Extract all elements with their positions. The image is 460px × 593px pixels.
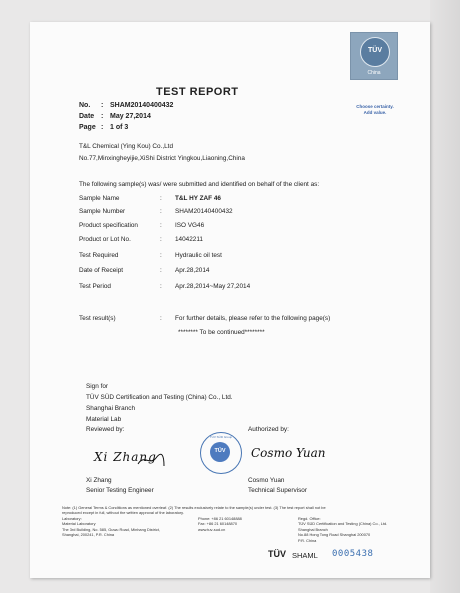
footer-laboratory: Laboratory: Material Laboratory The 3rd Building, No. 585, Guwu Road, Minhang District, Shanghai, 200241, P.R. China <box>62 516 160 538</box>
client-address: No.77,Minxingheyijie,XiShi District Yingkou,Liaoning,China <box>79 155 245 162</box>
field-label: Sample Name <box>79 195 120 202</box>
page-shadow <box>430 0 460 593</box>
results-value: For further details, please refer to the following page(s) <box>175 315 331 322</box>
reviewer-name: Xi Zhang <box>86 477 112 484</box>
logo-slogan: Choose certainty. Add value. <box>356 104 394 115</box>
client-name: T&L Chemical (Ying Kou) Co.,Ltd <box>79 143 174 150</box>
authorized-by-label: Authorized by: <box>248 426 289 433</box>
field-colon: : <box>160 208 162 215</box>
report-page-colon: : <box>101 124 104 131</box>
tuv-logo <box>350 32 398 80</box>
footer-note-1: Note: (1) General Terms & Conditions as mentioned overleaf. (2) The results exclusively relate to the sample(s) under test. (3) The test report shall not be <box>62 505 326 510</box>
field-value: ISO VG46 <box>175 222 205 229</box>
tuv-octagon-icon: TÜV <box>360 37 390 67</box>
footer-contact: Phone: +86 21 60148888 Fax: +86 21 60148870 www.tuv-sud.cn <box>198 516 242 532</box>
field-value: SHAM20140400432 <box>175 208 233 215</box>
results-colon: : <box>160 315 162 322</box>
authorizer-title: Technical Supervisor <box>248 487 307 494</box>
field-value: Hydraulic oil test <box>175 252 222 259</box>
field-label: Test Period <box>79 283 111 290</box>
report-date-value: May 27,2014 <box>110 113 151 120</box>
report-date-label: Date <box>79 113 95 120</box>
authorizer-name: Cosmo Yuan <box>248 477 285 484</box>
report-no-colon: : <box>101 102 104 109</box>
to-be-continued: ******** To be continued******** <box>178 329 265 336</box>
footer-note-2: reproduced except in full, without the written approval of the laboratory. <box>62 510 184 515</box>
field-colon: : <box>160 252 162 259</box>
sign-company: TÜV SÜD Certification and Testing (China) Co., Ltd. <box>86 394 233 401</box>
reviewer-signature: Xi Zhang <box>94 450 157 464</box>
sign-for: Sign for <box>86 383 109 390</box>
field-label: Test Required <box>79 252 119 259</box>
field-value: Apr.28,2014~May 27,2014 <box>175 283 251 290</box>
field-value: T&L HY ZAF 46 <box>175 195 221 202</box>
reviewed-by-label: Reviewed by: <box>86 426 125 433</box>
report-title: TEST REPORT <box>156 86 239 98</box>
report-page-label: Page <box>79 124 96 131</box>
footer-brand: TÜV <box>268 549 286 559</box>
field-colon: : <box>160 195 162 202</box>
report-no-value: SHAM20140400432 <box>110 102 174 109</box>
tuv-octagon-icon: TÜV <box>210 442 230 462</box>
report-no-label: No. <box>79 102 91 109</box>
authorizer-signature: Cosmo Yuan <box>251 446 326 460</box>
report-date-colon: : <box>101 113 104 120</box>
sign-lab: Material Lab <box>86 416 122 423</box>
field-value: Apr.28,2014 <box>175 267 210 274</box>
field-value: 14042211 <box>175 236 203 243</box>
results-label: Test result(s) <box>79 315 116 322</box>
field-label: Product or Lot No. <box>79 236 131 243</box>
sign-branch: Shanghai Branch <box>86 405 136 412</box>
report-page <box>30 22 430 578</box>
field-colon: : <box>160 267 162 274</box>
field-label: Product specification <box>79 222 138 229</box>
serial-number: 0005438 <box>332 549 374 559</box>
footer-code: SHAML <box>292 551 318 560</box>
field-label: Date of Receipt <box>79 267 124 274</box>
field-colon: : <box>160 222 162 229</box>
field-colon: : <box>160 236 162 243</box>
intro-text: The following sample(s) was/ were submitted and identified on behalf of the client as: <box>79 181 320 188</box>
field-colon: : <box>160 283 162 290</box>
footer-regd-office: Regd. Office: TÜV SÜD Certification and Testing (China) Co., Ltd. Shanghai Branch No.88 Hong Tong Road Shanghai 200070 P.R. China <box>298 516 388 543</box>
field-label: Sample Number <box>79 208 126 215</box>
reviewer-title: Senior Testing Engineer <box>86 487 154 494</box>
signature-flourish <box>136 452 166 468</box>
logo-country: China <box>367 70 381 76</box>
report-page-value: 1 of 3 <box>110 124 129 131</box>
tuv-sud-stamp: TÜV SÜD Group TÜV <box>200 432 242 474</box>
